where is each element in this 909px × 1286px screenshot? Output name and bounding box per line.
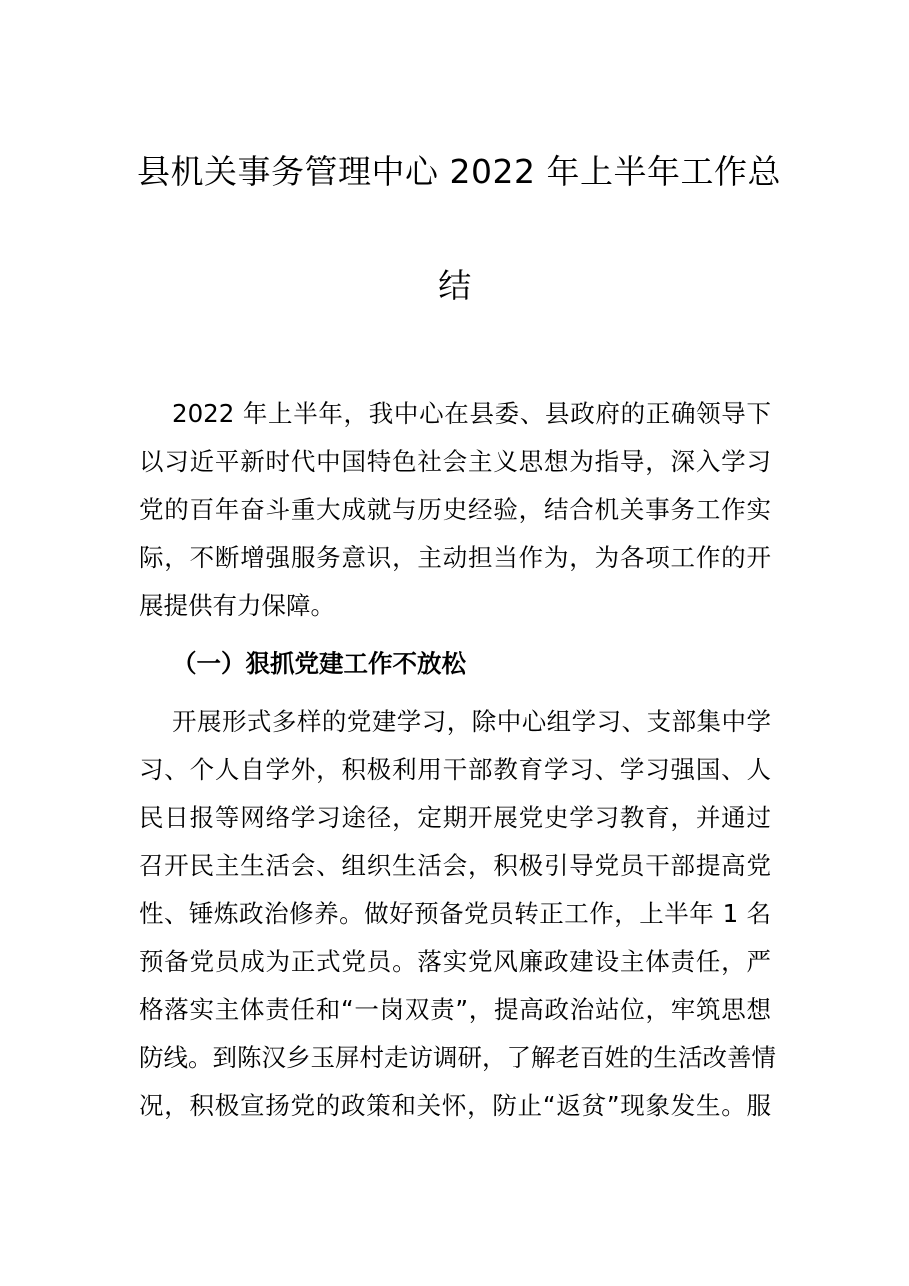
paragraph-2-line-2: 习、个人自学外，积极利用干部教育学习、学习强国、人 [139, 755, 771, 784]
paragraph-2-line-3: 民日报等网络学习途径，定期开展党史学习教育，并通过 [139, 803, 771, 832]
document-title-line-2: 结 [438, 266, 472, 305]
paragraph-1-line-1: 2022 年上半年，我中心在县委、县政府的正确领导下 [172, 399, 771, 428]
paragraph-1-line-5: 展提供有力保障。 [139, 591, 335, 620]
paragraph-2-line-7: 格落实主体责任和“一岗双责”，提高政治站位，牢筑思想 [139, 995, 771, 1024]
paragraph-2-line-8: 防线。到陈汉乡玉屏村走访调研，了解老百姓的生活改善情 [139, 1043, 776, 1072]
paragraph-2-line-6: 预备党员成为正式党员。落实党风廉政建设主体责任，严 [139, 947, 771, 976]
paragraph-2-line-5: 性、锤炼政治修养。做好预备党员转正工作，上半年 1 名 [139, 899, 771, 928]
document-title-line-1: 县机关事务管理中心 2022 年上半年工作总 [137, 152, 781, 191]
paragraph-2-line-4: 召开民主生活会、组织生活会，积极引导党员干部提高党 [139, 851, 771, 880]
paragraph-1-line-3: 党的百年奋斗重大成就与历史经验，结合机关事务工作实 [139, 495, 771, 524]
paragraph-2-line-1: 开展形式多样的党建学习，除中心组学习、支部集中学 [172, 707, 771, 736]
paragraph-1-line-4: 际，不断增强服务意识，主动担当作为，为各项工作的开 [139, 543, 771, 572]
section-heading-1: （一）狠抓党建工作不放松 [172, 649, 466, 678]
paragraph-1-line-2: 以习近平新时代中国特色社会主义思想为指导，深入学习 [139, 447, 771, 476]
paragraph-2-line-9: 况，积极宣扬党的政策和关怀，防止“返贫”现象发生。服 [139, 1091, 771, 1120]
